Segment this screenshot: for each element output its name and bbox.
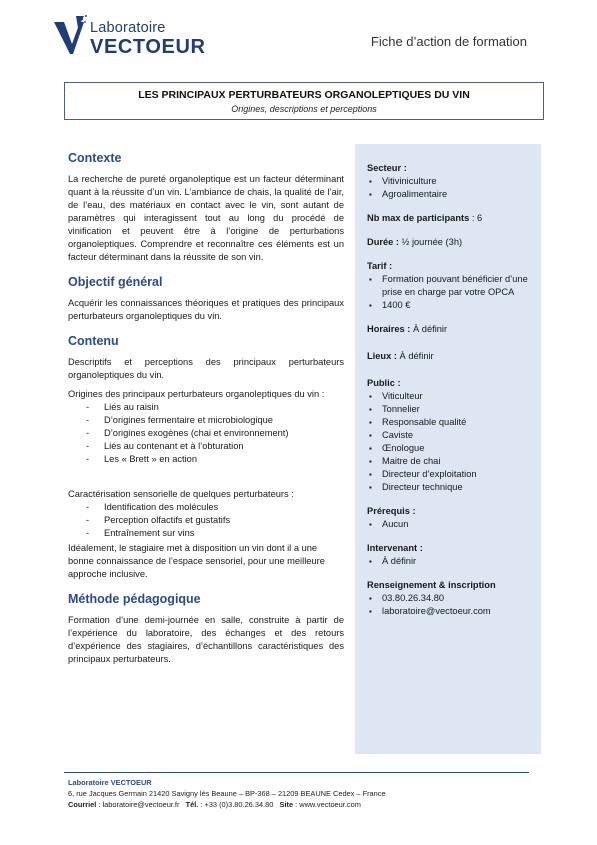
- footer-company-name: Laboratoire VECTOEUR: [68, 778, 152, 787]
- lieux-block: [367, 350, 529, 363]
- list-item: ▪ Viticulteur: [367, 390, 529, 403]
- list-item: - Entraînement sur vins: [68, 527, 344, 540]
- info-sidebar: [355, 144, 541, 754]
- vectoeur-logo-icon: [54, 14, 90, 54]
- prerequis-block: [367, 505, 529, 531]
- horaires-block: [367, 323, 529, 336]
- horaires-label: Horaires :: [367, 324, 411, 334]
- list-item: ▪ À définir: [367, 555, 529, 568]
- list-item: ▪ Formation pouvant bénéficier d’une prise en charge par votre OPCA: [367, 273, 529, 299]
- logo: [54, 12, 224, 57]
- tarif-list: [367, 273, 529, 312]
- intervenant-list: [367, 555, 529, 568]
- main-content: [68, 152, 344, 678]
- duree-label: Durée :: [367, 237, 400, 247]
- renseignement-list: [367, 592, 529, 618]
- tel-label: Tél.: [185, 800, 199, 809]
- participants-label: Nb max de participants: [367, 213, 470, 223]
- contenu-heading: Contenu: [68, 334, 119, 348]
- renseignement-block: [367, 579, 529, 618]
- list-item: - D’origines fermentaire et microbiologique: [68, 414, 344, 427]
- methode-text: Formation d’une demi-journée en salle, construite à partir de l’expérience du laboratoire, des échanges et des retours d’expérience des stagiaires, d’échantillons caractéristiques des principaux perturbateurs.: [68, 615, 344, 664]
- doc-type: Fiche d’action de formation: [370, 34, 527, 49]
- contenu-p3: Caractérisation sensorielle de quelques perturbateurs :: [68, 489, 294, 499]
- contenu-p4: Idéalement, le stagiaire met à disposition un vin dont il a une bonne connaissance de l’espace sensoriel, pour une meilleure approche inclusive.: [68, 543, 325, 579]
- lieux-label: Lieux :: [367, 351, 397, 361]
- participants-value: : 6: [469, 213, 483, 223]
- section-objectif: [68, 276, 344, 323]
- secteur-block: [367, 162, 529, 201]
- list-item: ▪ Vitiviniculture: [367, 175, 529, 188]
- logo-main-text: VECTOEUR: [90, 36, 206, 58]
- tel-value: : +33 (0)3.80.26.34.80: [198, 800, 274, 809]
- footer-contacts: [68, 799, 386, 810]
- email-address: ▪ laboratoire@vectoeur.com: [367, 605, 529, 618]
- contenu-p2: Origines des principaux perturbateurs organoleptiques du vin :: [68, 389, 325, 399]
- list-item: - Identification des molécules: [68, 501, 344, 514]
- renseignement-label: Renseignement & inscription: [367, 580, 496, 590]
- footer-divider: [64, 772, 529, 773]
- logo-top-text: Laboratoire: [90, 20, 166, 36]
- list-item: ▪ Tonnelier: [367, 403, 529, 416]
- lieux-value: À définir: [396, 351, 434, 361]
- page-title: LES PRINCIPAUX PERTURBATEURS ORGANOLEPTIQUES DU VIN: [138, 89, 470, 101]
- list-item: ▪ Maitre de chai: [367, 455, 529, 468]
- footer: [68, 777, 386, 810]
- list-item: ▪ Responsable qualité: [367, 416, 529, 429]
- prerequis-label: Prérequis :: [367, 506, 416, 516]
- list-item: ▪ Directeur technique: [367, 481, 529, 494]
- list-item: ▪ 1400 €: [367, 299, 529, 312]
- list-item: - Liés au raisin: [68, 401, 344, 414]
- courriel-label: Courriel: [68, 800, 97, 809]
- methode-heading: Méthode pédagogique: [68, 592, 201, 606]
- secteur-label: Secteur :: [367, 163, 407, 173]
- caracterisation-list: [68, 501, 344, 540]
- duree-value: ½ journée (3h): [399, 237, 463, 247]
- site-value: : www.vectoeur.com: [293, 800, 361, 809]
- prerequis-list: [367, 518, 529, 531]
- secteur-list: [367, 175, 529, 201]
- site-label: Site: [279, 800, 294, 809]
- horaires-value: À définir: [410, 324, 448, 334]
- public-block: [367, 377, 529, 494]
- title-box: [64, 82, 544, 120]
- participants-block: [367, 212, 529, 225]
- page-subtitle: Origines, descriptions et perceptions: [231, 104, 377, 114]
- objectif-heading: Objectif général: [68, 275, 163, 289]
- list-item: ▪ Aucun: [367, 518, 529, 531]
- section-contenu: [68, 335, 344, 581]
- origines-list: [68, 401, 344, 466]
- contexte-heading: Contexte: [68, 151, 122, 165]
- intervenant-block: [367, 542, 529, 568]
- objectif-text: Acquérir les connaissances théoriques et pratiques des principaux perturbateurs organoleptiques du vin.: [68, 298, 344, 321]
- section-contexte: [68, 152, 344, 264]
- contenu-p1: Descriptifs et perceptions des principaux perturbateurs organoleptiques du vin.: [68, 357, 344, 380]
- duree-block: [367, 236, 529, 249]
- list-item: - Liés au contenant et à l’obturation: [68, 440, 344, 453]
- list-item: - D’origines exogènes (chai et environnement): [68, 427, 344, 440]
- public-list: [367, 390, 529, 494]
- list-item: ▪ Agroalimentaire: [367, 188, 529, 201]
- list-item: ▪ Caviste: [367, 429, 529, 442]
- public-label: Public :: [367, 378, 401, 388]
- section-methode: [68, 593, 344, 666]
- courriel-value: : laboratoire@vectoeur.fr: [96, 800, 180, 809]
- footer-address: 6, rue Jacques Germain 21420 Savigny lès Beaune – BP-368 – 21209 BEAUNE Cedex – France: [68, 789, 386, 798]
- list-item: - Perception olfactifs et gustatifs: [68, 514, 344, 527]
- list-item: ▪ Œnologue: [367, 442, 529, 455]
- tarif-label: Tarif :: [367, 261, 393, 271]
- tarif-block: [367, 260, 529, 312]
- intervenant-label: Intervenant :: [367, 543, 423, 553]
- list-item: - Les « Brett » en action: [68, 453, 344, 466]
- contexte-text: La recherche de pureté organoleptique est un facteur déterminant quant à la réussite d’un vin. L’ambiance de chais, la qualité de l’air, de l’eau, des matériaux en contact avec le vin, sont autant de paramètres qui interagissent tout au long du procédé de vinification et peuvent être à l’origine de perturbations organoleptiques. Comprendre et reconnaître ces éléments est un facteur déterminant dans la réussite de son vin.: [68, 174, 344, 262]
- phone-number: ▪ 03.80.26.34.80: [367, 592, 529, 605]
- list-item: ▪ Directeur d’exploitation: [367, 468, 529, 481]
